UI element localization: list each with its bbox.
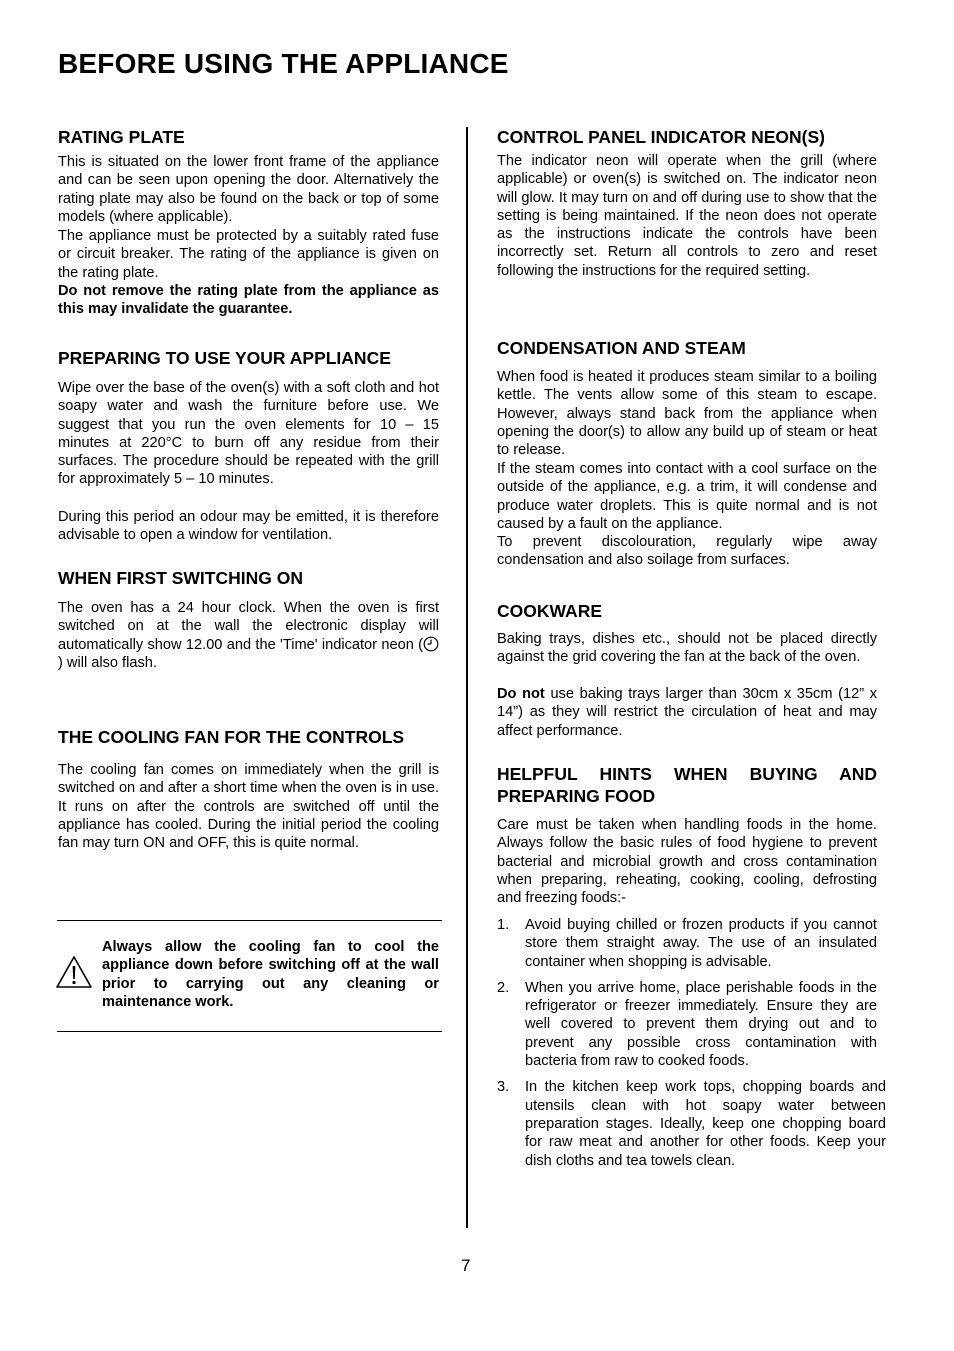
hints-heading: [0, 0, 1, 1]
cookware-para1: Baking trays, dishes etc., should not be placed directly against the grid covering the fan at the back of the oven.: [497, 631, 877, 666]
list-item-number: 3.: [497, 1079, 510, 1096]
first-switching-text-after: ) will also flash.: [58, 654, 157, 671]
warning-box-bottom-rule: [57, 1031, 442, 1032]
warning-box-top-rule: [57, 920, 442, 921]
column-divider: [466, 127, 468, 1228]
indicator-para: The indicator neon will operate when the grill (where applicable) or oven(s) is switched on. The indicator neon will glow. It may turn on and off during use to show that the setting is being maintained. If the neon does not operate as the instructions indicate the controls have been incorrectly set. Return all controls to zero and reset following the instructions for the required setting.: [497, 153, 877, 279]
cooling-fan-para: The cooling fan comes on immediately when the grill is switched on and after a short time when the oven is in use. It runs on after the controls are switched off until the appliance has cooled. During the initial period the cooling fan may turn ON and OFF, this is quite normal.: [58, 762, 439, 852]
cookware-para2-rest: use baking trays larger than 30cm x 35cm (12” x 14”) as they will restrict the circulation of heat and may affect performance.: [497, 686, 878, 739]
list-item-number: 2.: [497, 979, 510, 996]
condensation-para1: When food is heated it produces steam similar to a boiling kettle. The vents allow some of this steam to escape. However, always stand back from the appliance when opening the door(s) to allow any build up of steam or heat to release.: [497, 369, 877, 459]
page-title: BEFORE USING THE APPLIANCE: [58, 48, 509, 79]
preparing-heading: PREPARING TO USE YOUR APPLIANCE: [58, 348, 391, 368]
preparing-para1: Wipe over the base of the oven(s) with a soft cloth and hot soapy water and wash the furniture before use. We suggest that you run the oven elements for 10 – 15 minutes at 220°C to burn off any residue from their surfaces. The procedure should be repeated with the grill for approximately 5 – 10 minutes.: [58, 380, 439, 488]
rating-plate-warning: Do not remove the rating plate from the appliance as this may invalidate the guarantee.: [58, 283, 439, 318]
condensation-para3: To prevent discolouration, regularly wipe away condensation and also soilage from surfaces.: [497, 534, 877, 569]
list-item: [497, 1078, 886, 1169]
list-item: [497, 916, 877, 971]
cookware-para2: [497, 685, 877, 740]
rating-plate-heading: RATING PLATE: [58, 127, 185, 147]
list-item-text: When you arrive home, place perishable foods in the refrigerator or freezer immediately. Ensure they are well covered to prevent them drying out and to prevent any possible cross contamination with bacteria from raw to cooked foods.: [525, 979, 877, 1070]
warning-box-text: Always allow the cooling fan to cool the appliance down before switching off at the wall prior to carrying out any cleaning or maintenance work.: [102, 939, 439, 1010]
hints-list: [497, 916, 886, 1170]
hints-intro: Care must be taken when handling foods in the home. Always follow the basic rules of food hygiene to prevent bacterial and microbial growth and cross contamination when preparing, reheating, cooking, cooling, defrosting and freezing foods:-: [497, 817, 877, 907]
list-item-text: Avoid buying chilled or frozen products if you cannot store them straight away. The use of an insulated container when shopping is advisable.: [525, 917, 877, 970]
preparing-para2: During this period an odour may be emitted, it is therefore advisable to open a window for ventilation.: [58, 509, 439, 544]
cooling-fan-heading: THE COOLING FAN FOR THE CONTROLS: [58, 727, 405, 747]
first-switching-heading: WHEN FIRST SWITCHING ON: [58, 568, 303, 588]
hints-heading-line2: PREPARING FOOD: [497, 786, 656, 806]
cookware-heading: COOKWARE: [497, 601, 602, 621]
first-switching-para: [58, 599, 439, 672]
list-item-number: 1.: [497, 917, 510, 933]
rating-plate-para2: The appliance must be protected by a suitably rated fuse or circuit breaker. The rating of the appliance is given on the rating plate.: [58, 228, 439, 281]
hints-heading-line1: HELPFUL HINTS WHEN BUYING AND: [497, 764, 877, 784]
warning-triangle-icon: [55, 955, 93, 989]
rating-plate-para1: This is situated on the lower front frame of the appliance and can be seen upon opening the door. Alternatively the rating plate may also be found on the back or top of some models (where applicable).: [58, 154, 439, 225]
page-number: 7: [461, 1256, 471, 1275]
condensation-heading: CONDENSATION AND STEAM: [497, 338, 746, 358]
first-switching-text-before: The oven has a 24 hour clock. When the oven is first switched on at the wall the electronic display will automatically show 12.00 and the 'Time' indicator neon (: [58, 600, 439, 653]
indicator-heading: CONTROL PANEL INDICATOR NEON(S): [497, 127, 825, 147]
cookware-do-not: Do not: [497, 686, 545, 702]
clock-icon: [423, 636, 439, 652]
condensation-para2: If the steam comes into contact with a cool surface on the outside of the appliance, e.g. a trim, it will condense and produce water droplets. This is quite normal and is not caused by a fault on the appliance.: [497, 461, 877, 532]
list-item-text: In the kitchen keep work tops, chopping boards and utensils clean with hot soapy water between preparation stages. Ideally, keep one chopping board for raw meat and another for other foods. Keep your dish cloths and tea towels clean.: [525, 1079, 886, 1169]
list-item: [497, 979, 877, 1070]
